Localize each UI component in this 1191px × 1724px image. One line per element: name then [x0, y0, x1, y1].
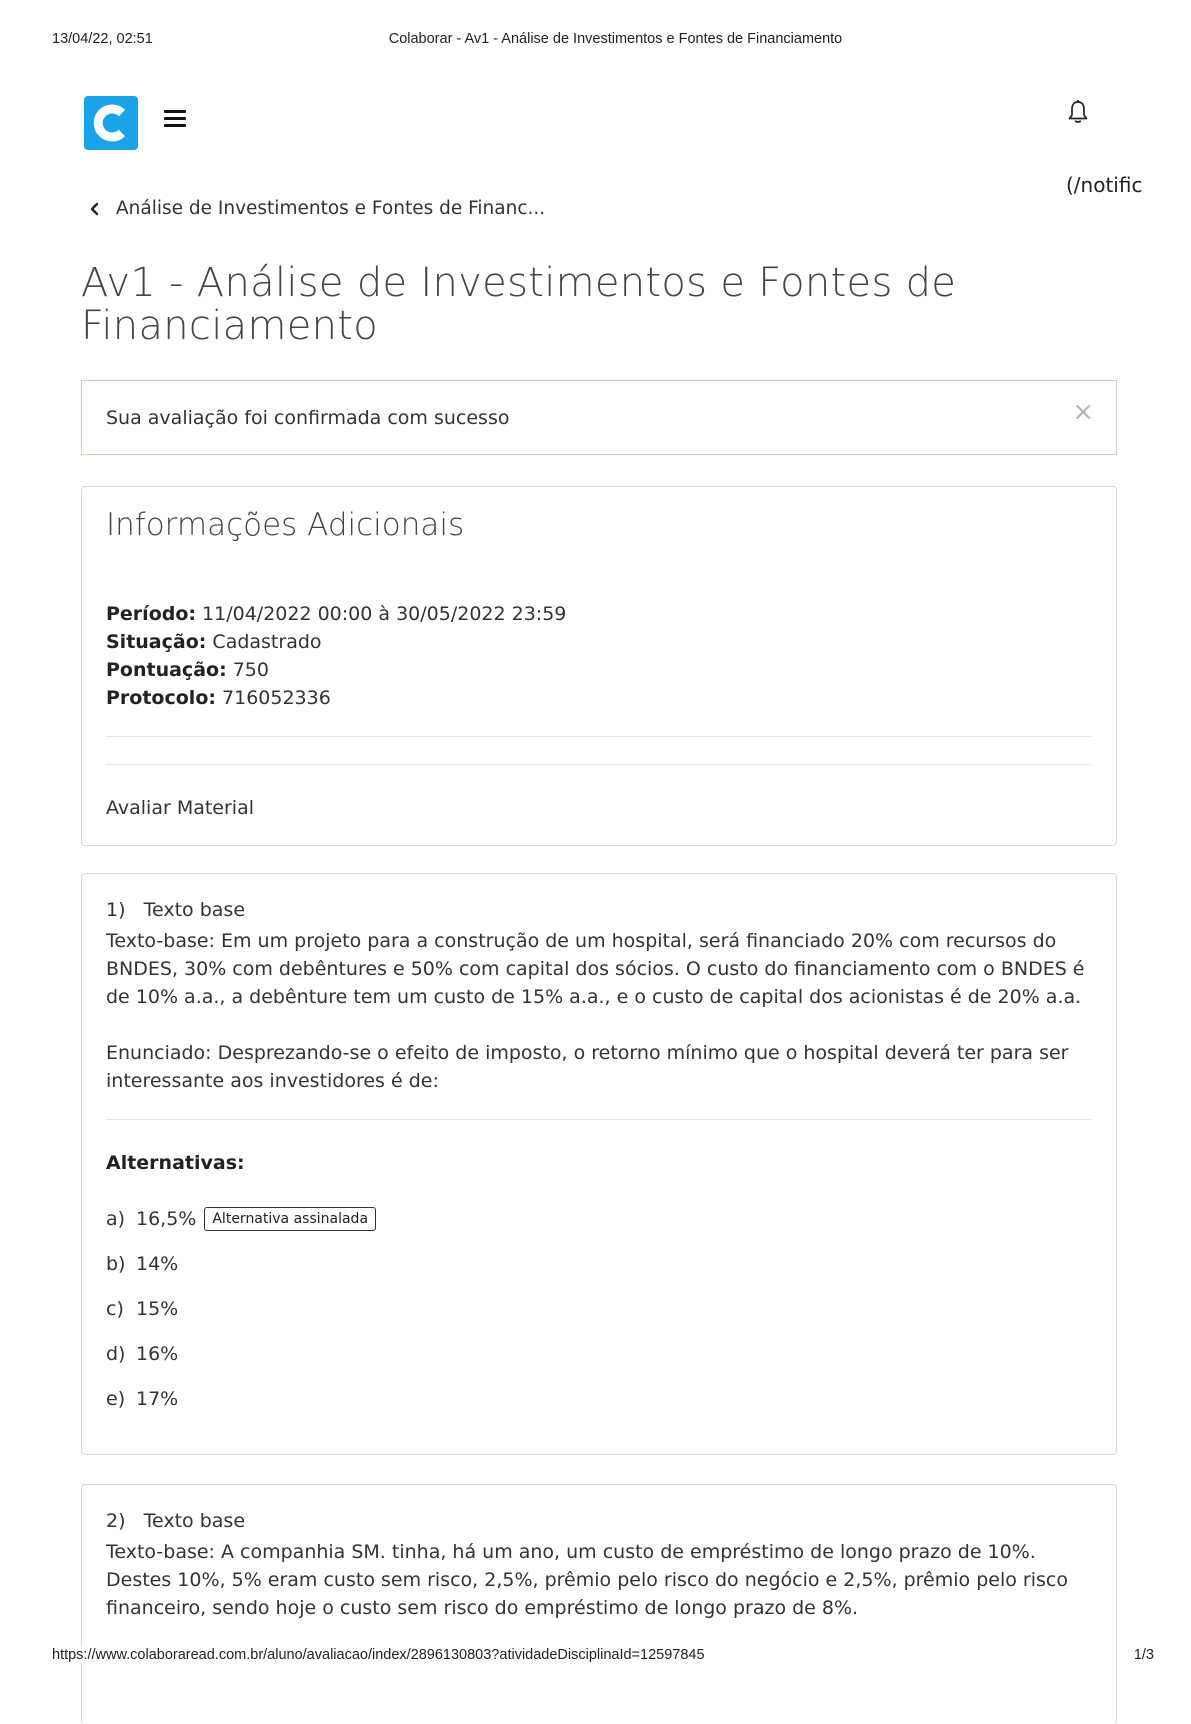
- pontuacao-label: Pontuação:: [106, 659, 227, 681]
- situacao-row: [106, 628, 566, 656]
- question-body: [106, 927, 1096, 1095]
- protocolo-row: [106, 684, 566, 712]
- info-details: [106, 600, 566, 712]
- hamburger-menu-icon[interactable]: [164, 110, 186, 128]
- alternative-d[interactable]: [106, 1331, 376, 1376]
- colaborar-logo-icon[interactable]: [84, 96, 138, 150]
- breadcrumb-label: Análise de Investimentos e Fontes de Financ...: [116, 198, 546, 219]
- alternative-text: 15%: [136, 1297, 179, 1320]
- question-header: 2) Texto base: [106, 1510, 246, 1532]
- situacao-value: Cadastrado: [212, 631, 322, 653]
- info-card: [81, 486, 1117, 846]
- print-page-number: 1/3: [1133, 1647, 1154, 1663]
- divider: [106, 1119, 1092, 1120]
- info-title: Informações Adicionais: [106, 507, 465, 543]
- divider: [106, 764, 1092, 765]
- question-header: 1) Texto base: [106, 899, 246, 921]
- bell-icon[interactable]: [1066, 99, 1090, 125]
- notifications-link[interactable]: (/notific: [1066, 173, 1143, 197]
- chevron-left-icon: [88, 202, 102, 216]
- alternative-letter: e): [106, 1387, 126, 1410]
- alternative-b[interactable]: [106, 1241, 376, 1286]
- alternative-letter: a): [106, 1207, 126, 1230]
- alternative-c[interactable]: [106, 1286, 376, 1331]
- periodo-value: 11/04/2022 00:00 à 30/05/2022 23:59: [202, 603, 567, 625]
- texto-base: Texto-base: A companhia SM. tinha, há um ano, um custo de empréstimo de longo prazo de 10%. Destes 10%, 5% eram custo sem risco, 2,5%, prêmio pelo risco do negócio e 2,5%, prêmio pelo risco financeiro, sendo hoje o custo sem risco do empréstimo de longo prazo de 8%.: [106, 1541, 1068, 1619]
- print-page-title: Colaborar - Av1 - Análise de Investimentos e Fontes de Financiamento: [388, 31, 843, 47]
- texto-base: Texto-base: Em um projeto para a construção de um hospital, será financiado 20% com recursos do BNDES, 30% com debêntures e 50% com capital dos sócios. O custo do financiamento com o BNDES é de 10% a.a., a debênture tem um custo de 15% a.a., e o custo de capital dos acionistas é de 20% a.a.: [106, 930, 1085, 1008]
- print-date: 13/04/22, 02:51: [52, 31, 153, 47]
- enunciado: Enunciado: Desprezando-se o efeito de imposto, o retorno mínimo que o hospital deverá ter para ser interessante aos investidores é de:: [106, 1042, 1069, 1092]
- alternatives-list: [106, 1196, 376, 1421]
- question-card-1: [81, 873, 1117, 1455]
- question-card-2: [81, 1484, 1117, 1724]
- alternative-letter: d): [106, 1342, 126, 1365]
- alternative-text: 16%: [136, 1342, 179, 1365]
- page-title: Av1 - Análise de Investimentos e Fontes de Financiamento: [81, 260, 957, 349]
- print-url: https://www.colaboraread.com.br/aluno/avaliacao/index/2896130803?atividadeDisciplinaId=12597845: [52, 1647, 705, 1663]
- question-body: [106, 1538, 1096, 1622]
- selected-badge: Alternativa assinalada: [204, 1207, 376, 1231]
- alternative-a[interactable]: [106, 1196, 376, 1241]
- periodo-row: [106, 600, 566, 628]
- protocolo-label: Protocolo:: [106, 687, 216, 709]
- alternative-text: 14%: [136, 1252, 179, 1275]
- close-icon[interactable]: ×: [1072, 397, 1094, 427]
- alternative-letter: c): [106, 1297, 124, 1320]
- situacao-label: Situação:: [106, 631, 207, 653]
- alternative-letter: b): [106, 1252, 126, 1275]
- alternative-text: 16,5%: [136, 1207, 197, 1230]
- pontuacao-row: [106, 656, 566, 684]
- protocolo-value: 716052336: [222, 687, 331, 709]
- alternative-e[interactable]: [106, 1376, 376, 1421]
- alternativas-label: Alternativas:: [106, 1152, 245, 1174]
- alternative-text: 17%: [136, 1387, 179, 1410]
- periodo-label: Período:: [106, 603, 196, 625]
- pontuacao-value: 750: [232, 659, 269, 681]
- alert-message: Sua avaliação foi confirmada com sucesso: [106, 407, 510, 429]
- breadcrumb[interactable]: [88, 198, 545, 219]
- success-alert: [81, 380, 1117, 455]
- divider: [106, 736, 1092, 737]
- avaliar-material-link[interactable]: Avaliar Material: [106, 797, 255, 819]
